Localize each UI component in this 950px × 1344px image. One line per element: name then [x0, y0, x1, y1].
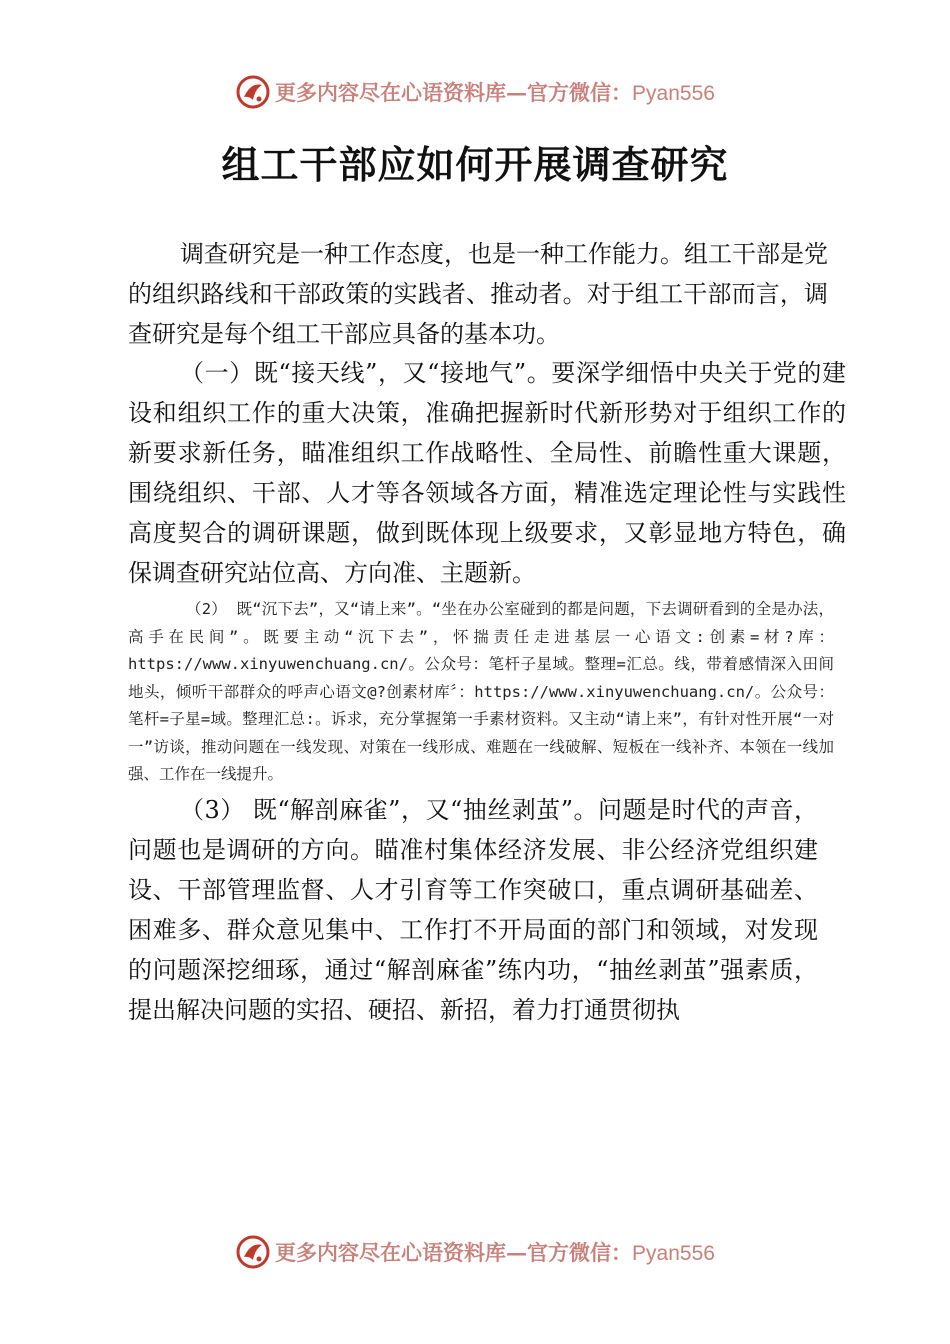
- logo-icon: [235, 1234, 271, 1270]
- watermark-text: [275, 1237, 715, 1267]
- watermark-main-text: 更多内容尽在心语资料库—官方微信：: [275, 1240, 633, 1265]
- header-watermark: [0, 72, 950, 112]
- watermark-text: [275, 77, 715, 107]
- paragraph-section-3: （3） 既“解剖麻雀”，又“抽丝剥茧”。问题是时代的声音，问题也是调研的方向。瞄准村集体经济发展、非公经济党组织建设、干部管理监督、人才引育等工作突破口，重点调研基础差、困难多、群众意见集中、工作打不开局面的部门和领域，对发现的问题深挖细琢，通过“解剖麻雀”练内功，“抽丝剥茧”强素质，提出解决问题的实招、硬招、新招，着力打通贯彻执: [128, 796, 818, 1024]
- paragraph-intro: 调查研究是一种工作态度，也是一种工作能力。组工干部是党的组织路线和干部政策的实践者、推动者。对于组工干部而言，调查研究是每个组工干部应具备的基本功。: [128, 240, 828, 348]
- paragraph-section-2: （2） 既“沉下去”，又“请上来”。“坐在办公室碰到的都是问题，下去调研看到的全是办法，高手在民间”。既要主动“沉下去”，怀揣责任走进基层一心语文:创素=材?库：https://www.xinyuwenchuang.cn/。公众号：笔杆子星域。整理=汇总。线，带着感情深入田间地头，倾听干部群众的呼声心语文@?创素材库〞：https://www.xinyuwenchuang.cn/。公众号：笔杆=子星=域。整理汇总:。诉求，充分掌握第一手素材资料。又主动“请上来”，有针对性开展“一对一”访谈，推动问题在一线发现、对策在一线形成、难题在一线破解、短板在一线补齐、本领在一线加强、工作在一线提升。: [128, 600, 834, 783]
- watermark-wechat-id: Pyan556: [632, 1242, 715, 1265]
- paragraph-section-1: （一）既“接天线”，又“接地气”。要深学细悟中央关于党的建设和组织工作的重大决策，准确把握新时代新形势对于组织工作的新要求新任务，瞄准组织工作战略性、全局性、前瞻性重大课题，围绕组织、干部、人才等各领域各方面，精准选定理论性与实践性高度契合的调研课题，做到既体现上级要求，又彰显地方特色，确保调查研究站位高、方向准、主题新。: [128, 359, 846, 587]
- watermark-wechat-id: Pyan556: [632, 82, 715, 105]
- footer-watermark: [0, 1232, 950, 1272]
- document-title: 组工干部应如何开展调查研究: [221, 142, 729, 187]
- logo-icon: [235, 74, 271, 110]
- watermark-main-text: 更多内容尽在心语资料库—官方微信：: [275, 80, 633, 105]
